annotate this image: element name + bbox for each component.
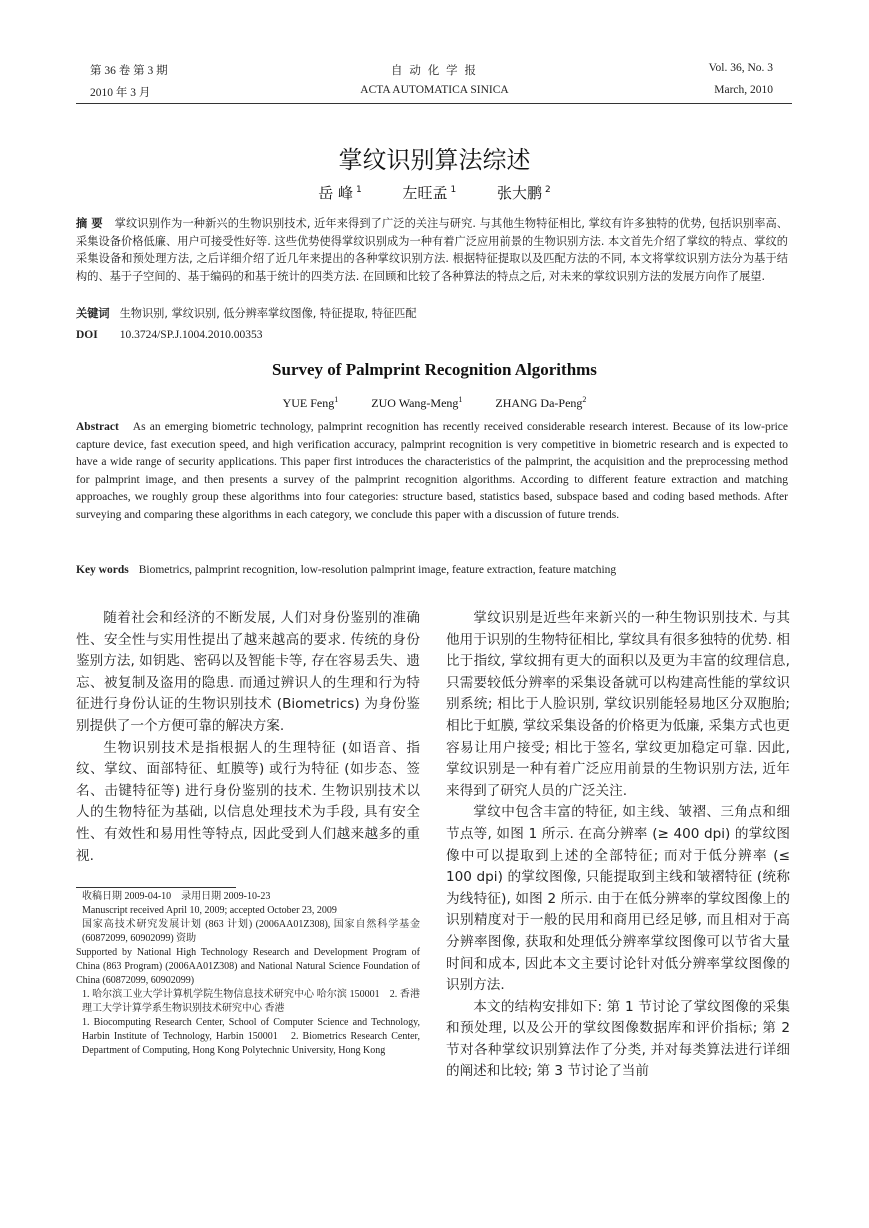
doi — [76, 329, 788, 341]
body-paragraph: 掌纹识别是近些年来新兴的一种生物识别技术. 与其他用于识别的生物特征相比, 掌纹具有很多独特的优势. 相比于指纹, 掌纹拥有更大的面积以及更为丰富的纹理信息, 只需要较低分辨率的采集设备就可以构建高性能的掌纹识别系统; 相比于人脸识别, 掌纹识别能轻易地区分双胞胎; 相比于虹膜, 掌纹采集设备的价格更为低廉, 采集方式也更容易让用户接受; 相比于签名, 掌纹更加稳定可靠. 因此, 掌纹识别是一种有着广泛应用前景的生物识别方法, 近年来得到了研究人员的广泛关注. — [446, 610, 790, 799]
author-cn: 张大鹏 $^2$ — [497, 184, 551, 202]
abstract-en-label: Abstract — [76, 421, 119, 433]
keywords-cn — [76, 305, 788, 321]
header-journal-cn: 自 动 化 学 报 — [391, 65, 478, 77]
footnotes — [76, 890, 420, 1058]
abstract-cn-label: 摘 要 — [76, 217, 103, 230]
abstract-en-text: As an emerging biometric technology, palmprint recognition has recently received considerable research interest. Because of its low-price capture device, fast execution speed, and high verification accuracy, palmprint recognition is very competitive in biometric research and is expected to have a wide range of security applications. This paper first introduces the characteristics of the palmprint, the acquisition and the preprocessing method for palmprint image, and then presents a survey of the palmprint recognition algorithms. According to different feature extraction and matching approaches, we roughly group these algorithms into four categories: structure based, statistics based, subspace based and coding based methods. After surveying and comparing these algorithms in each category, we conclude this paper with a discussion of future trends. — [76, 421, 788, 521]
keywords-en — [76, 564, 788, 576]
keywords-en-label: Key words — [76, 564, 129, 576]
author-en: ZHANG Da-Peng$^2$ — [495, 395, 587, 410]
footnote-dates-cn: 收稿日期 2009-04-10 录用日期 2009-10-23 — [82, 891, 271, 902]
author-en: ZUO Wang-Meng$^1$ — [371, 395, 463, 410]
header-date-cn: 2010 年 3 月 — [90, 87, 151, 99]
body-column-right — [446, 608, 790, 1083]
author-cn: 岳 峰 $^1$ — [318, 184, 362, 202]
author-list-en — [0, 395, 869, 411]
author-cn: 左旺孟 $^1$ — [402, 184, 457, 202]
body-column-left — [76, 608, 420, 867]
abstract-en — [76, 419, 788, 525]
paper-title-en: Survey of Palmprint Recognition Algorithms — [272, 360, 597, 379]
keywords-en-text: Biometrics, palmprint recognition, low-resolution palmprint image, feature extraction, feature matching — [138, 564, 617, 576]
abstract-cn — [76, 215, 788, 285]
paper-title-cn: 掌纹识别算法综述 — [338, 146, 531, 174]
footnote-affiliation-en: 1. Biocomputing Research Center, School of Computer Science and Technology, Harbin Institute of Technology, Harbin 150001 2. Biometrics Research Center, Department of Computing, Hong Kong Polytechnic University, Hong Kong — [82, 1017, 420, 1056]
footnote-dates-en: Manuscript received April 10, 2009; accepted October 23, 2009 — [82, 905, 337, 916]
author-en: YUE Feng$^1$ — [282, 395, 339, 410]
body-paragraph: 本文的结构安排如下: 第 1 节讨论了掌纹图像的采集和预处理, 以及公开的掌纹图像数据库和评价指标; 第 2 节对各种掌纹识别算法作了分类, 并对每类算法进行详细的阐述和比较; 第 3 节讨论了当前 — [446, 998, 790, 1080]
body-paragraph: 掌纹中包含丰富的特征, 如主线、皱褶、三角点和细节点等, 如图 1 所示. 在高分辨率 (≥ 400 dpi) 的掌纹图像中可以提取到上述的全部特征; 而对于低分辨率 (≤ 100 dpi) 的掌纹图像, 只能提取到主线和皱褶特征 (统称为线特征), 如图 2 所示. 由于在低分辨率的掌纹图像上的识别精度对于一般的民用和商用已经足够, 而且相对于高分辨率图像, 获取和处理低分辨率掌纹图像可以节省大量时间和成本, 因此本文主要讨论针对低分辨率掌纹图像的识别方法. — [446, 804, 790, 994]
abstract-cn-text: 掌纹识别作为一种新兴的生物识别技术, 近年来得到了广泛的关注与研究. 与其他生物特征相比, 掌纹有许多独特的优势, 包括识别率高、采集设备价格低廉、用户可接受性好等. 这些优势使得掌纹识别成为一种有着广泛应用前景的生物识别方法. 本文首先介绍了掌纹的特点、掌纹的采集设备和预处理方法, 之后详细介绍了近几年来提出的各种掌纹识别方法. 根据特征提取以及匹配方法的不同, 本文将掌纹识别方法分为基于结构的、基于子空间的、基于编码的和基于统计的四类方法. 在回顾和比较了各种算法的特点之后, 对未来的掌纹识别方法的发展方向作了展望. — [76, 217, 788, 283]
header-volume-en: Vol. 36, No. 3 — [708, 62, 773, 74]
header-volume-cn: 第 36 卷 第 3 期 — [90, 65, 168, 77]
header-journal-en: ACTA AUTOMATICA SINICA — [360, 84, 509, 96]
body-paragraph: 生物识别技术是指根据人的生理特征 (如语音、指纹、掌纹、面部特征、虹膜等) 或行为特征 (如步态、签名、击键特征等) 进行身份鉴别的技术. 生物识别技术以人的生物特征为基础, 以信息处理技术为手段, 具有安全性、有效性和易用性等特点, 因此受到人们越来越多的重视. — [76, 739, 420, 864]
keywords-cn-text: 生物识别, 掌纹识别, 低分辨率掌纹图像, 特征提取, 特征匹配 — [119, 307, 417, 320]
footnote-funding-en: Supported by National High Technology Research and Development Program of China (863 Program) (2006AA01Z308) and National Natural Science Foundation of China (60872099, 60902099) — [76, 947, 420, 986]
author-list-cn — [0, 182, 869, 203]
footnote-affiliation-cn: 1. 哈尔滨工业大学计算机学院生物信息技术研究中心 哈尔滨 150001 2. 香港理工大学计算学系生物识别技术研究中心 香港 — [82, 989, 420, 1014]
header-date-en: March, 2010 — [714, 84, 773, 96]
header-rule — [76, 103, 792, 104]
footnote-rule — [76, 887, 236, 888]
body-paragraph: 随着社会和经济的不断发展, 人们对身份鉴别的准确性、安全性与实用性提出了越来越高的要求. 传统的身份鉴别方法, 如钥匙、密码以及智能卡等, 存在容易丢失、遗忘、被复制及盗用的隐患. 而通过辨识人的生理和行为特征进行身份认证的生物识别技术 (Biometrics) 为身份鉴别提供了一个方便可靠的解决方案. — [76, 610, 420, 734]
doi-label: DOI — [76, 329, 98, 341]
doi-value: 10.3724/SP.J.1004.2010.00353 — [119, 329, 263, 341]
footnote-funding-cn: 国家高技术研究发展计划 (863 计划) (2006AA01Z308), 国家自然科学基金 (60872099, 60902099) 资助 — [82, 919, 420, 944]
keywords-cn-label: 关键词 — [76, 307, 110, 320]
